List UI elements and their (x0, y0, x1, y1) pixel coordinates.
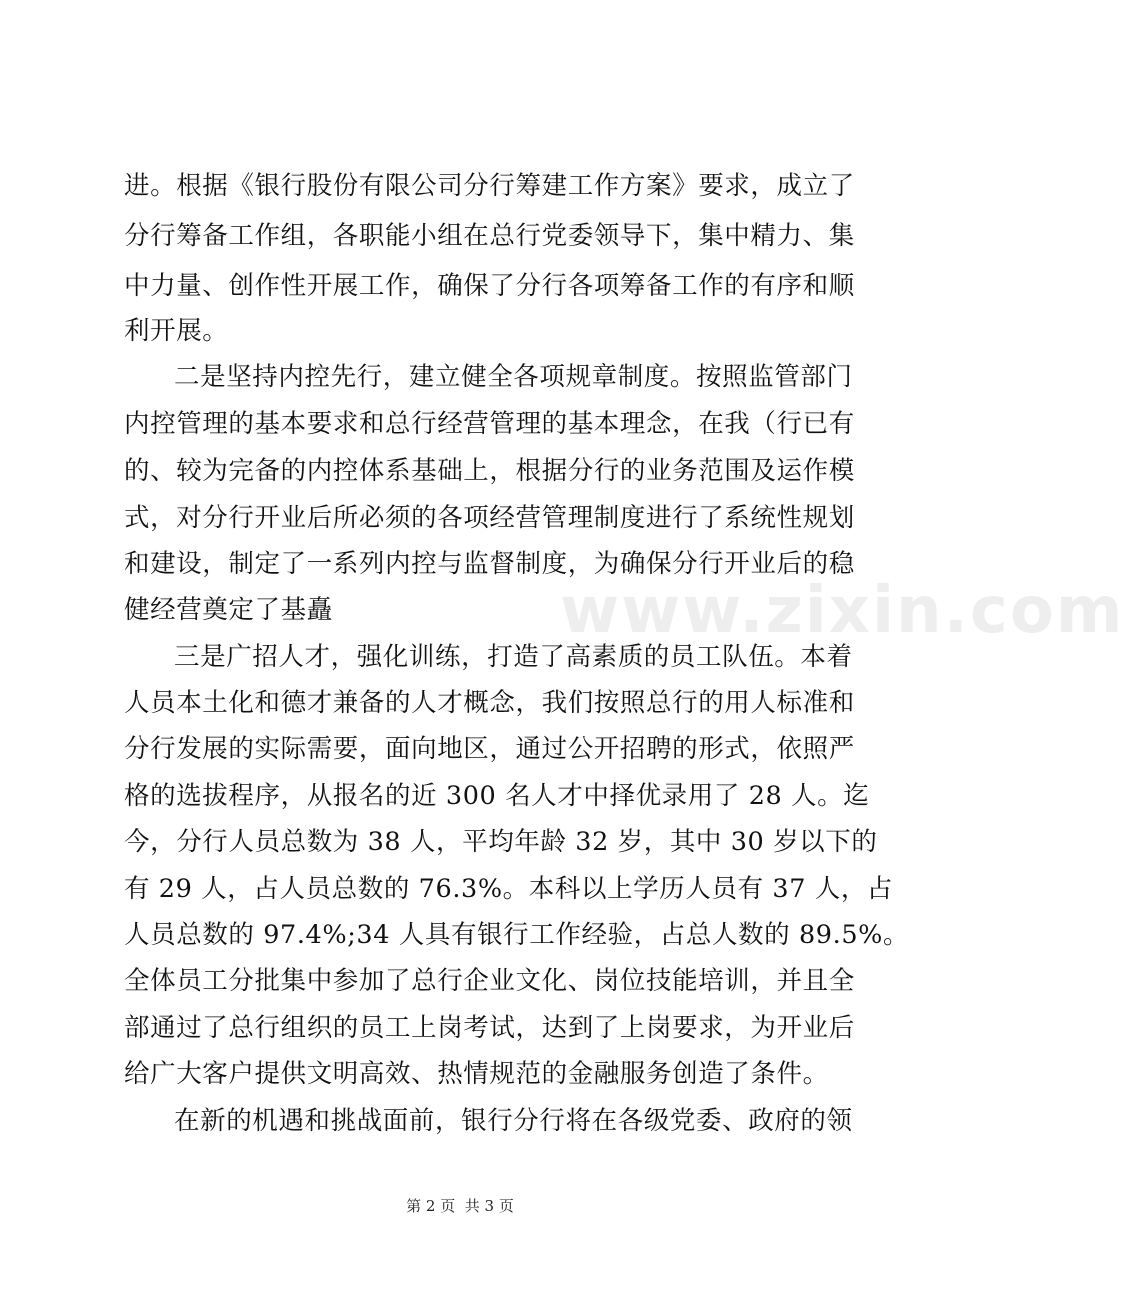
watermark: www.zixin.com (560, 574, 1124, 648)
body-line: 今，分行人员总数为 38 人，平均年龄 32 岁，其中 30 岁以下的 (124, 827, 878, 857)
body-line: 进。根据《银行股份有限公司分行筹建工作方案》要求，成立了 (124, 171, 855, 201)
body-line: 部通过了总行组织的员工上岗考试，达到了上岗要求，为开业后 (124, 1013, 855, 1043)
paragraph-start-line: 三是广招人才，强化训练，打造了高素质的员工队伍。本着 (174, 642, 853, 672)
body-line: 式，对分行开业后所必须的各项经营管理制度进行了系统性规划 (124, 503, 855, 533)
body-line: 分行发展的实际需要，面向地区，通过公开招聘的形式，依照严 (124, 734, 855, 764)
body-line: 全体员工分批集中参加了总行企业文化、岗位技能培训，并且全 (124, 966, 855, 996)
body-line: 格的选拔程序，从报名的近 300 名人才中择优录用了 28 人。迄 (124, 781, 870, 811)
body-line: 中力量、创作性开展工作，确保了分行各项筹备工作的有序和顺 (124, 271, 855, 301)
body-line: 和建设，制定了一系列内控与监督制度，为确保分行开业后的稳 (124, 549, 855, 579)
body-line: 健经营奠定了基矗 (124, 595, 333, 625)
body-line: 分行筹备工作组，各职能小组在总行党委领导下，集中精力、集 (124, 221, 855, 251)
body-line: 的、较为完备的内控体系基础上，根据分行的业务范围及运作模 (124, 456, 855, 486)
body-line: 给广大客户提供文明高效、热情规范的金融服务创造了条件。 (124, 1059, 829, 1089)
body-line: 有 29 人，占人员总数的 76.3%。本科以上学历人员有 37 人，占 (124, 874, 894, 904)
body-line: 利开展。 (124, 316, 229, 346)
page-number-footer: 第 2 页 共 3 页 (406, 1197, 514, 1215)
body-line: 人员总数的 97.4%;34 人具有银行工作经验，占总人数的 89.5%。 (124, 920, 910, 950)
body-line: 内控管理的基本要求和总行经营管理的基本理念，在我（行已有 (124, 409, 855, 439)
body-line: 人员本土化和德才兼备的人才概念，我们按照总行的用人标准和 (124, 688, 855, 718)
paragraph-start-line: 二是坚持内控先行，建立健全各项规章制度。按照监管部门 (174, 362, 853, 392)
paragraph-start-line: 在新的机遇和挑战面前，银行分行将在各级党委、政府的领 (174, 1106, 853, 1136)
